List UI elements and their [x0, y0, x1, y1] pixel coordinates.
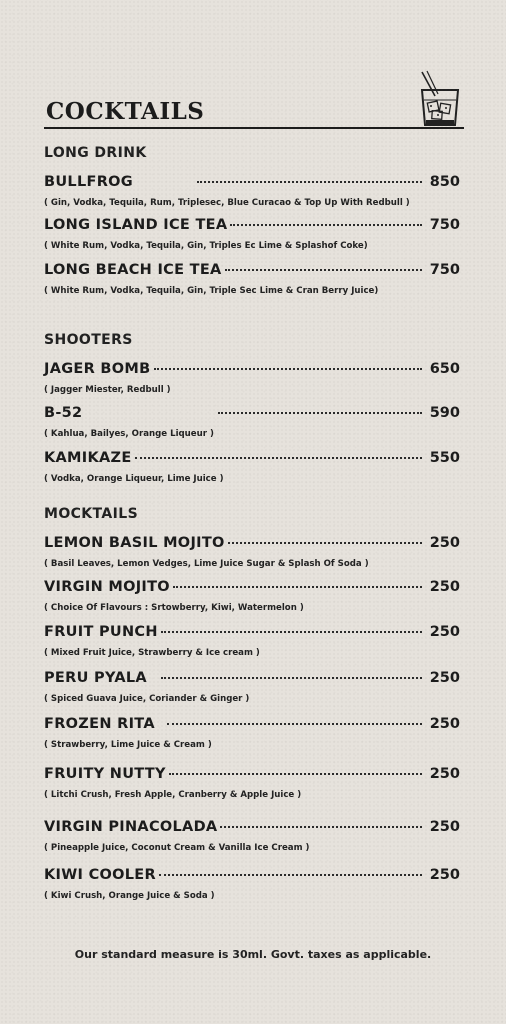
- menu-item-frozen-rita: [44, 716, 460, 756]
- whisky-glass-icon: [418, 70, 462, 128]
- menu-item-jager-bomb: [44, 361, 460, 401]
- dot-leader: [161, 631, 422, 633]
- section-title-long-drink: LONG DRINK: [44, 145, 147, 161]
- item-name: VIRGIN MOJITO: [44, 579, 170, 595]
- dot-leader: [230, 224, 421, 226]
- dot-leader: [135, 457, 422, 459]
- dot-leader: [169, 773, 422, 775]
- item-price: 750: [429, 217, 460, 233]
- item-price: 250: [429, 624, 460, 640]
- item-name: VIRGIN PINACOLADA: [44, 819, 218, 835]
- item-name: LEMON BASIL MOJITO: [44, 535, 225, 551]
- item-description: ( Litchi Crush, Fresh Apple, Cranberry & Apple Juice ): [44, 790, 302, 800]
- item-price: 550: [429, 450, 460, 466]
- item-price: 250: [429, 579, 460, 595]
- item-name: PERU PYALA: [44, 670, 147, 686]
- item-description: ( Gin, Vodka, Tequila, Rum, Triplesec, Blue Curacao & Top Up With Redbull ): [44, 198, 410, 208]
- item-description: ( White Rum, Vodka, Tequila, Gin, Triples Ec Lime & Splashof Coke): [44, 241, 368, 251]
- item-price: 590: [429, 405, 460, 421]
- item-name: KAMIKAZE: [44, 450, 132, 466]
- dot-leader: [159, 874, 422, 876]
- item-price: 650: [429, 361, 460, 377]
- item-price: 250: [429, 766, 460, 782]
- item-description: ( Choice Of Flavours : Srtowberry, Kiwi, Watermelon ): [44, 603, 304, 613]
- item-price: 250: [429, 819, 460, 835]
- item-name: FRUITY NUTTY: [44, 766, 166, 782]
- dot-leader: [220, 826, 421, 828]
- item-name: B-52: [44, 405, 83, 421]
- item-description: ( White Rum, Vodka, Tequila, Gin, Triple Sec Lime & Cran Berry Juice): [44, 286, 379, 296]
- page-title: COCKTAILS: [46, 98, 205, 125]
- item-description: ( Kahlua, Bailyes, Orange Liqueur ): [44, 429, 214, 439]
- item-name: BULLFROG: [44, 174, 134, 190]
- menu-item-fruity-nutty: [44, 766, 460, 806]
- dot-leader: [154, 368, 422, 370]
- menu-item-virgin-mojito: [44, 579, 460, 619]
- dot-leader: [197, 181, 422, 183]
- menu-item-fruit-punch: [44, 624, 460, 664]
- item-name: LONG ISLAND ICE TEA: [44, 217, 228, 233]
- item-name: KIWI COOLER: [44, 867, 156, 883]
- menu-item-kamikaze: [44, 450, 460, 490]
- footer-note: Our standard measure is 30ml. Govt. taxes as applicable.: [74, 948, 432, 961]
- menu-header: [44, 96, 464, 130]
- item-description: ( Jagger Miester, Redbull ): [44, 385, 171, 395]
- menu-item-kiwi-cooler: [44, 867, 460, 907]
- menu-item-bullfrog: [44, 174, 460, 214]
- item-price: 250: [429, 867, 460, 883]
- menu-item-lemon-basil-mojito: [44, 535, 460, 575]
- item-description: ( Vodka, Orange Liqueur, Lime Juice ): [44, 474, 224, 484]
- item-price: 850: [429, 174, 460, 190]
- item-price: 250: [429, 670, 460, 686]
- item-description: ( Spiced Guava Juice, Coriander & Ginger ): [44, 694, 250, 704]
- menu-item-virgin-pinacolada: [44, 819, 460, 859]
- item-price: 250: [429, 535, 460, 551]
- dot-leader: [218, 412, 421, 414]
- menu-item-b-52: [44, 405, 460, 445]
- menu-item-peru-pyala: [44, 670, 460, 710]
- item-name: LONG BEACH ICE TEA: [44, 262, 222, 278]
- dot-leader: [228, 542, 422, 544]
- item-description: ( Strawberry, Lime Juice & Cream ): [44, 740, 212, 750]
- item-name: FROZEN RITA: [44, 716, 155, 732]
- dot-leader: [225, 269, 422, 271]
- item-description: ( Pineapple Juice, Coconut Cream & Vanilla Ice Cream ): [44, 843, 310, 853]
- menu-item-long-island-ice-tea: [44, 217, 460, 257]
- menu-item-long-beach-ice-tea: [44, 262, 460, 302]
- section-title-mocktails: MOCKTAILS: [44, 506, 139, 522]
- item-name: JAGER BOMB: [44, 361, 151, 377]
- item-price: 250: [429, 716, 460, 732]
- dot-leader: [161, 677, 422, 679]
- section-title-shooters: SHOOTERS: [44, 332, 133, 348]
- item-name: FRUIT PUNCH: [44, 624, 158, 640]
- item-price: 750: [429, 262, 460, 278]
- item-description: ( Mixed Fruit Juice, Strawberry & Ice cream ): [44, 648, 260, 658]
- title-divider: [44, 127, 464, 129]
- dot-leader: [167, 723, 422, 725]
- item-description: ( Basil Leaves, Lemon Vedges, Lime Juice Sugar & Splash Of Soda ): [44, 559, 369, 569]
- item-description: ( Kiwi Crush, Orange Juice & Soda ): [44, 891, 215, 901]
- dot-leader: [173, 586, 422, 588]
